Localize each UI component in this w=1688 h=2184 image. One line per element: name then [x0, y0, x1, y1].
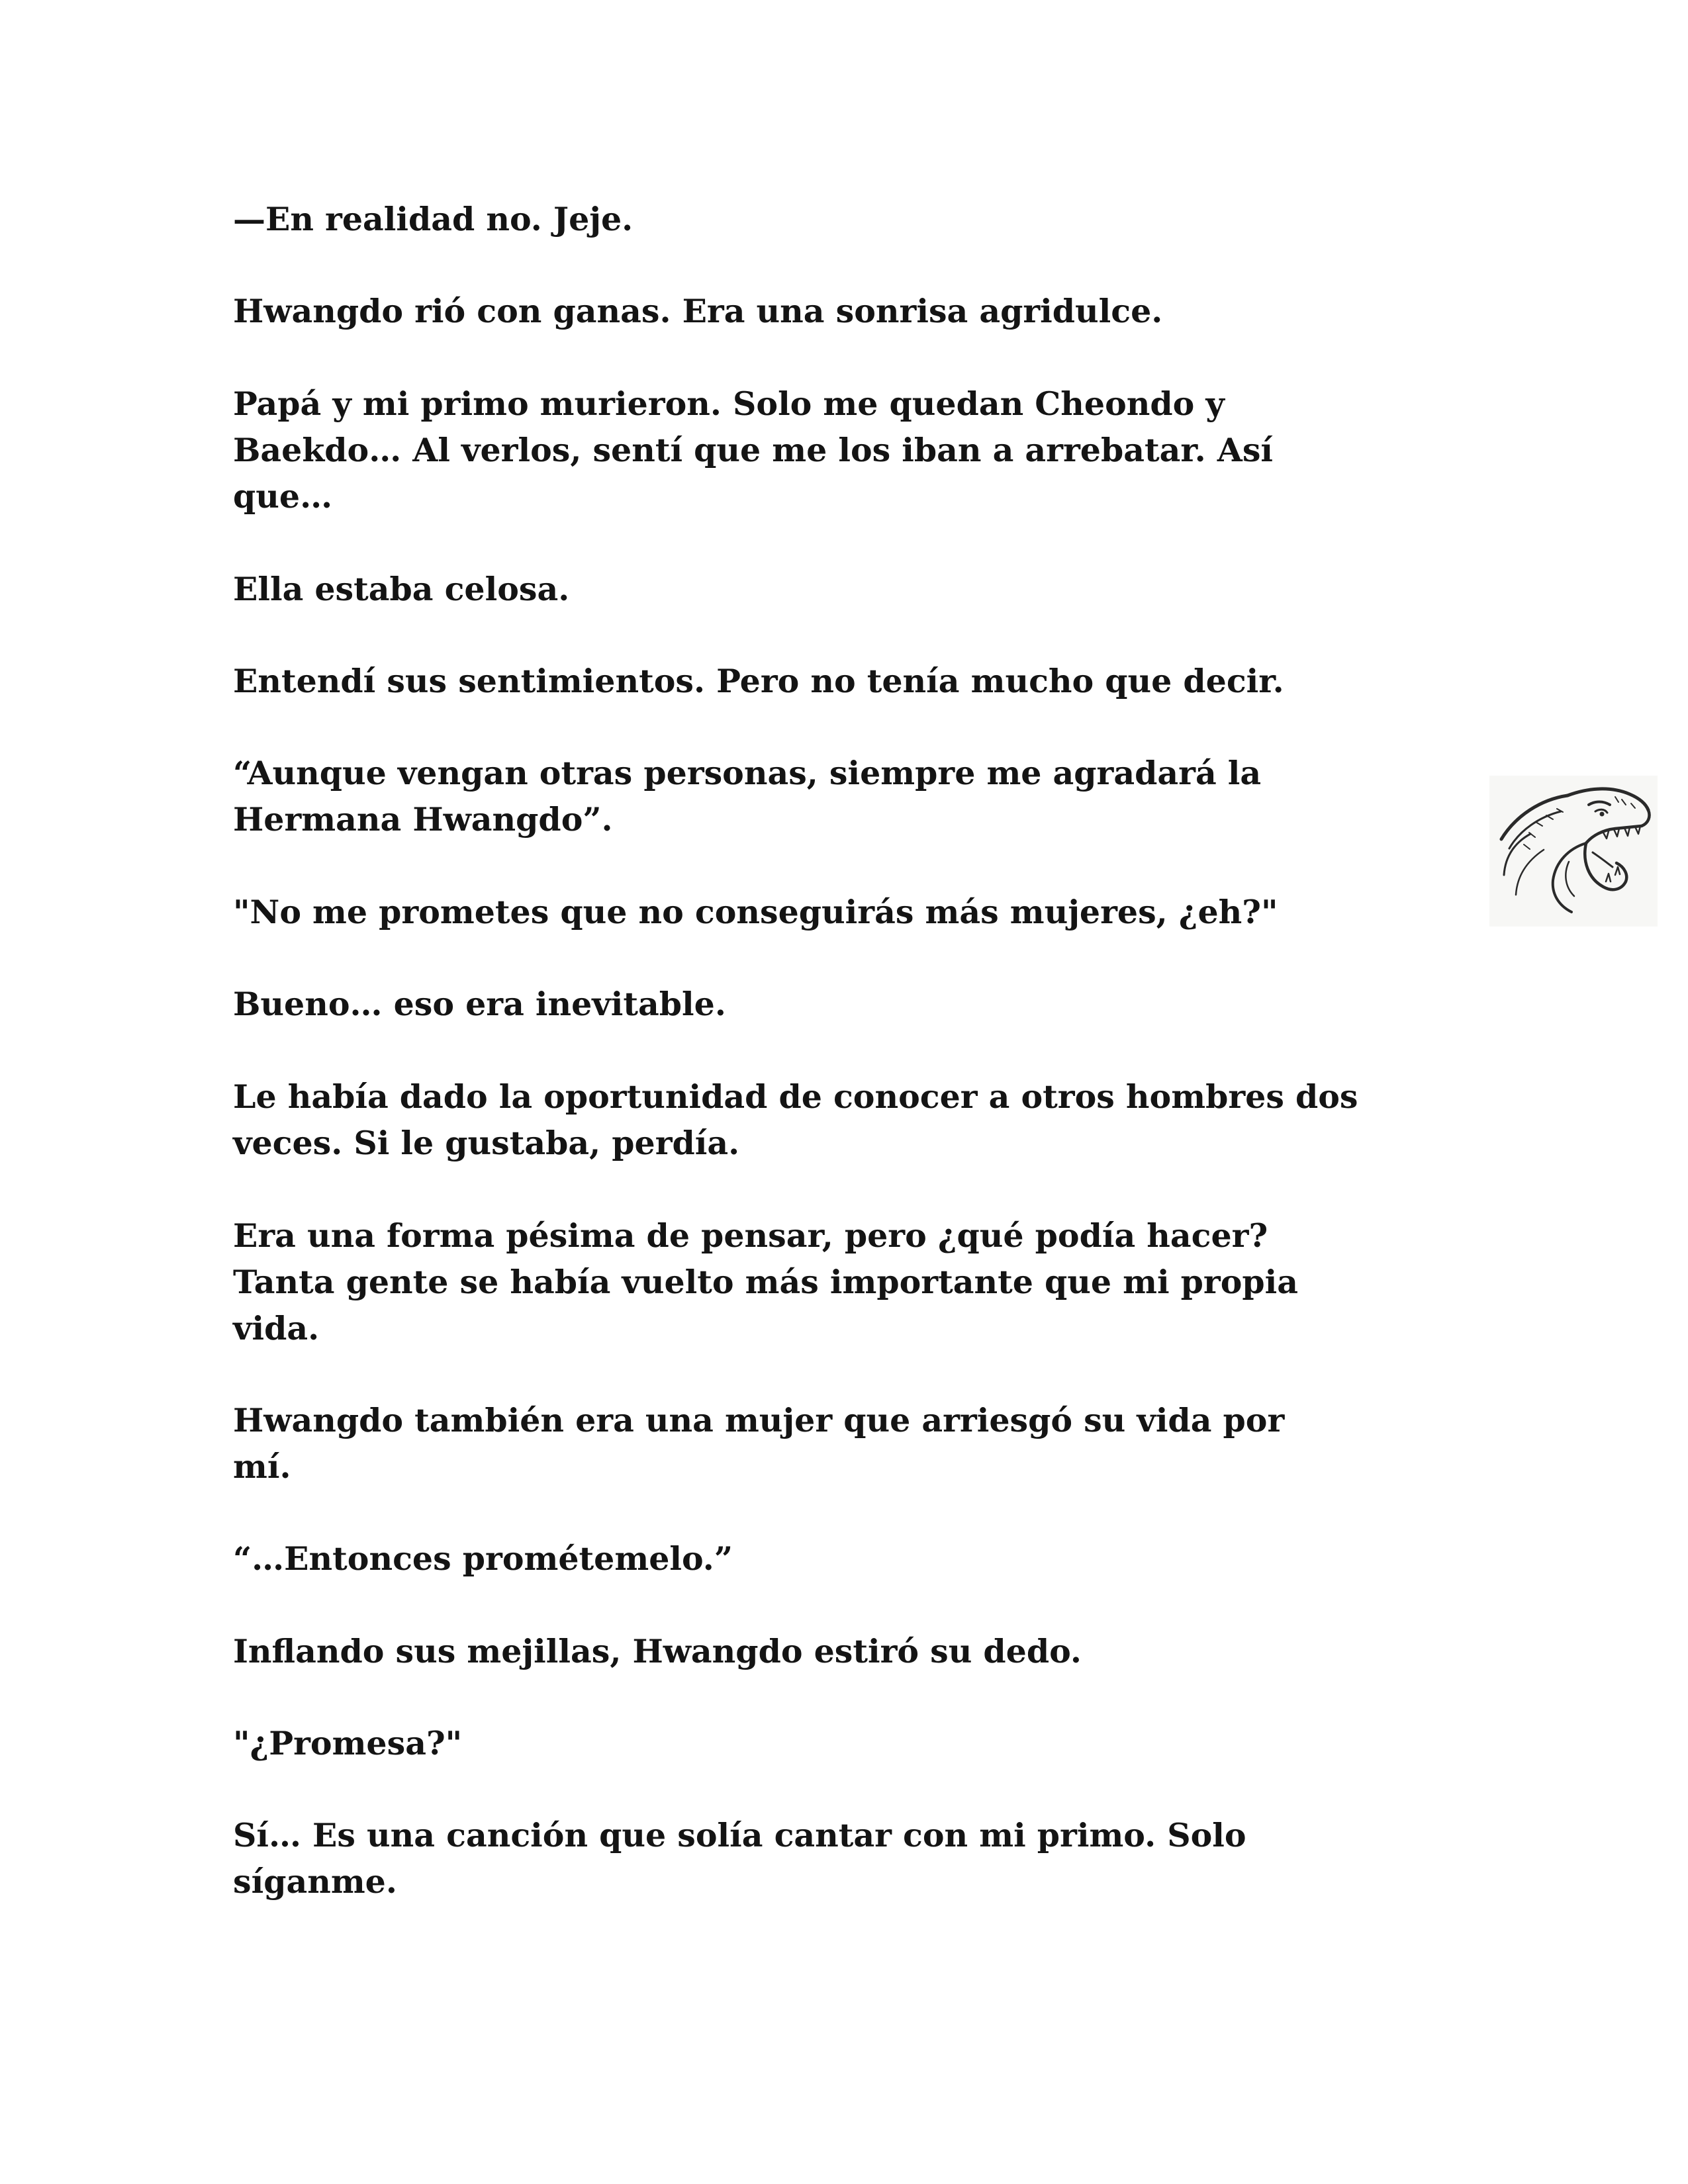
text-line: síganme.	[233, 1862, 397, 1901]
text-line: “…Entonces prométemelo.”	[233, 1539, 733, 1578]
dinosaur-head-icon	[1489, 776, 1658, 927]
paragraph-14	[233, 1720, 1477, 1766]
text-line: vida.	[233, 1309, 320, 1347]
paragraph-9	[233, 1073, 1477, 1166]
text-line: Era una forma pésima de pensar, pero ¿qué podía hacer?	[233, 1216, 1268, 1255]
paragraph-15	[233, 1812, 1477, 1905]
text-line: mí.	[233, 1447, 291, 1486]
paragraph-13	[233, 1628, 1477, 1674]
text-line: Hwangdo rió con ganas. Era una sonrisa agridulce.	[233, 292, 1163, 330]
text-line: que…	[233, 477, 333, 516]
text-line: “Aunque vengan otras personas, siempre me agradará la	[233, 754, 1262, 792]
text-line: "No me prometes que no conseguirás más mujeres, ¿eh?"	[233, 893, 1278, 931]
text-line: "¿Promesa?"	[233, 1724, 463, 1762]
text-line: veces. Si le gustaba, perdía.	[233, 1124, 740, 1162]
text-line: Ella estaba celosa.	[233, 570, 570, 608]
paragraph-3	[233, 381, 1477, 520]
paragraph-2	[233, 288, 1477, 334]
paragraph-10	[233, 1212, 1477, 1351]
text-line: Le había dado la oportunidad de conocer a otros hombres dos	[233, 1077, 1358, 1116]
paragraph-1	[233, 196, 1477, 242]
paragraph-12	[233, 1535, 1477, 1582]
paragraph-11	[233, 1397, 1477, 1490]
text-line: Papá y mi primo murieron. Solo me quedan Cheondo y	[233, 385, 1225, 423]
text-line: —En realidad no. Jeje.	[233, 200, 633, 238]
paragraph-4	[233, 566, 1477, 612]
text-line: Entendí sus sentimientos. Pero no tenía mucho que decir.	[233, 662, 1284, 700]
text-line: Hwangdo también era una mujer que arriesgó su vida por	[233, 1401, 1285, 1439]
text-line: Tanta gente se había vuelto más importante que mi propia	[233, 1263, 1299, 1301]
text-line: Hermana Hwangdo”.	[233, 800, 613, 839]
paragraph-8	[233, 981, 1477, 1027]
text-line: Bueno… eso era inevitable.	[233, 985, 726, 1023]
paragraph-6	[233, 750, 1477, 842]
text-line: Sí… Es una canción que solía cantar con mi primo. Solo	[233, 1816, 1246, 1854]
text-line: Inflando sus mejillas, Hwangdo estiró su dedo.	[233, 1632, 1082, 1670]
text-line: Baekdo… Al verlos, sentí que me los iban a arrebatar. Así	[233, 431, 1274, 469]
paragraph-5	[233, 658, 1477, 704]
paragraph-7	[233, 889, 1477, 935]
